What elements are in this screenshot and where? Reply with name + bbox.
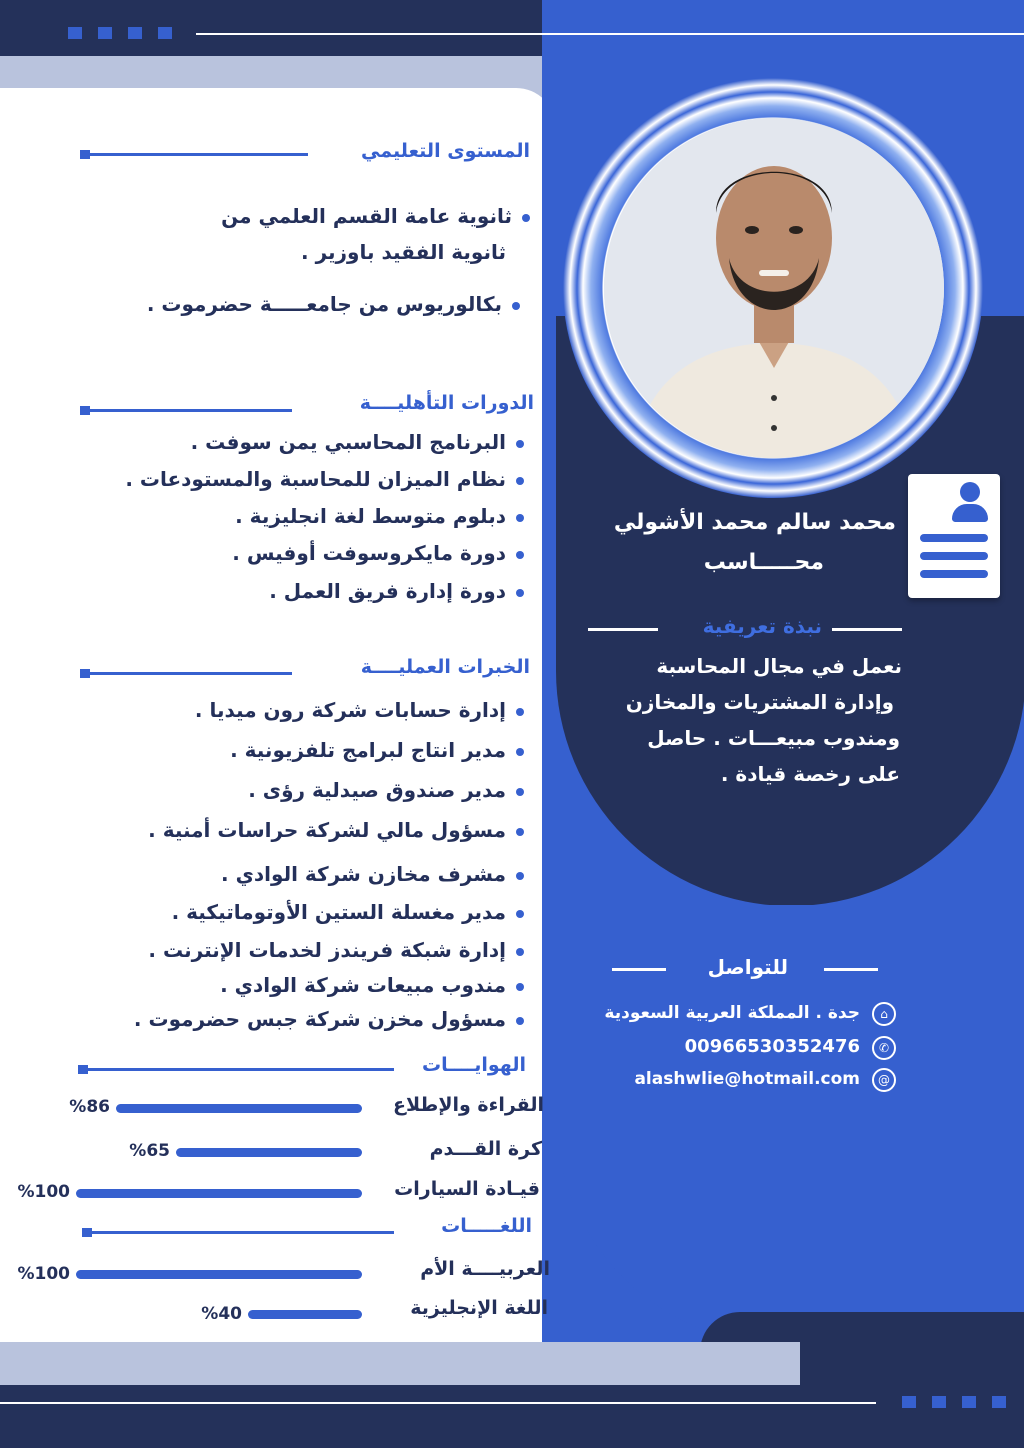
bullet-icon (516, 828, 524, 836)
contact-heading: للتواصل (707, 955, 788, 979)
heading-line (88, 1231, 394, 1234)
hobbies-heading: الهوايــــات (422, 1054, 526, 1076)
education-heading: المستوى التعليمي (360, 140, 530, 162)
decor-square (68, 27, 82, 39)
heading-line (84, 1068, 394, 1071)
experience-heading: الخبرات العمليــــة (360, 656, 530, 678)
language-percent: %100 (17, 1264, 70, 1284)
education-item-continued: ثانوية الفقيد باوزير . (301, 240, 506, 264)
bottom-band (0, 1385, 1024, 1448)
hobby-label: قيـادة السيارات (394, 1178, 540, 1200)
decor-square (98, 27, 112, 39)
experience-item: مدير مغسلة الستين الأوتوماتيكية . (172, 900, 524, 924)
bullet-icon (516, 708, 524, 716)
bullet-icon (512, 302, 520, 310)
course-item: دورة مايكروسوفت أوفيس . (232, 541, 524, 565)
decor-line (196, 33, 1024, 35)
bullet-icon (516, 1017, 524, 1025)
about-heading-line (832, 628, 902, 631)
experience-item: مدير صندوق صيدلية رؤى . (248, 778, 524, 802)
heading-line (86, 153, 308, 156)
whatsapp-icon: ✆ (872, 1036, 896, 1060)
education-item: ثانوية عامة القسم العلمي من (221, 204, 530, 228)
language-label: العربيــــة الأم (420, 1258, 550, 1280)
contact-heading-line (612, 968, 666, 971)
about-line: على رخصة قيادة . (720, 762, 900, 786)
decor-square (902, 1396, 916, 1408)
about-heading-line (588, 628, 658, 631)
languages-heading: اللغـــــات (441, 1215, 532, 1237)
contact-panel (556, 905, 1024, 1345)
decor-square (992, 1396, 1006, 1408)
hobby-label: القراءة والإطلاع (393, 1094, 544, 1116)
decor-square (128, 27, 142, 39)
about-line: ومندوب مبيعـــات . حاصل (647, 726, 900, 750)
decor-square (932, 1396, 946, 1408)
experience-item: مندوب مبيعات شركة الوادي . (220, 973, 524, 997)
contact-location: جدة . المملكة العربية السعودية (604, 1003, 860, 1023)
language-label: اللغة الإنجليزية (410, 1297, 548, 1319)
language-bar (76, 1270, 362, 1279)
location-pin-icon: ⌂ (872, 1002, 896, 1026)
bullet-icon (516, 948, 524, 956)
contact-heading-line (824, 968, 878, 971)
profile-photo (604, 118, 944, 458)
bullet-icon (522, 214, 530, 222)
experience-item: إدارة شبكة فريندز لخدمات الإنترنت . (148, 938, 524, 962)
language-percent: %40 (201, 1304, 242, 1324)
course-item: نظام الميزان للمحاسبة والمستودعات . (125, 467, 524, 491)
profile-title: محـــــاسب (703, 550, 824, 575)
experience-item: مسؤول مخزن شركة جبس حضرموت . (134, 1007, 524, 1031)
language-bar (248, 1310, 362, 1319)
hobby-percent: %65 (129, 1141, 170, 1161)
bullet-icon (516, 872, 524, 880)
decor-square (158, 27, 172, 39)
bullet-icon (516, 477, 524, 485)
hobby-bar (176, 1148, 362, 1157)
bullet-icon (516, 983, 524, 991)
hobby-bar (76, 1189, 362, 1198)
contact-email[interactable]: alashwlie@hotmail.com (634, 1069, 860, 1089)
experience-item: إدارة حسابات شركة رون ميديا . (195, 698, 524, 722)
about-heading: نبذة تعريفية (702, 614, 822, 638)
experience-item: مشرف مخازن شركة الوادي . (221, 862, 524, 886)
bullet-icon (516, 551, 524, 559)
decor-square (962, 1396, 976, 1408)
bottom-light-band (0, 1342, 800, 1390)
hobby-bar (116, 1104, 362, 1113)
experience-item: مدير انتاج لبرامج تلفزيونية . (230, 738, 524, 762)
heading-line (86, 672, 292, 675)
course-item: البرنامج المحاسبي يمن سوفت . (191, 430, 524, 454)
contact-phone[interactable]: 00966530352476 (684, 1036, 860, 1057)
bullet-icon (516, 440, 524, 448)
hobby-percent: %100 (17, 1182, 70, 1202)
bullet-icon (516, 748, 524, 756)
courses-heading: الدورات التأهليــــة (359, 392, 534, 414)
bullet-icon (516, 514, 524, 522)
at-icon: @ (872, 1068, 896, 1092)
course-item: دبلوم متوسط لغة انجليزية . (235, 504, 524, 528)
id-card-icon (908, 474, 1000, 598)
heading-line (86, 409, 292, 412)
hobby-label: كرة القـــدم (429, 1138, 542, 1160)
bullet-icon (516, 589, 524, 597)
decor-line (0, 1402, 876, 1404)
bullet-icon (516, 910, 524, 918)
about-line: نعمل في مجال المحاسبة (656, 654, 902, 678)
profile-name: محمد سالم محمد الأشولي (613, 510, 896, 535)
course-item: دورة إدارة فريق العمل . (269, 579, 524, 603)
hobby-percent: %86 (69, 1097, 110, 1117)
experience-item: مسؤول مالي لشركة حراسات أمنية . (148, 818, 524, 842)
bullet-icon (516, 788, 524, 796)
about-line: وإدارة المشتريات والمخازن (625, 690, 894, 714)
education-item: بكالوريوس من جامعـــــة حضرموت . (147, 292, 520, 316)
